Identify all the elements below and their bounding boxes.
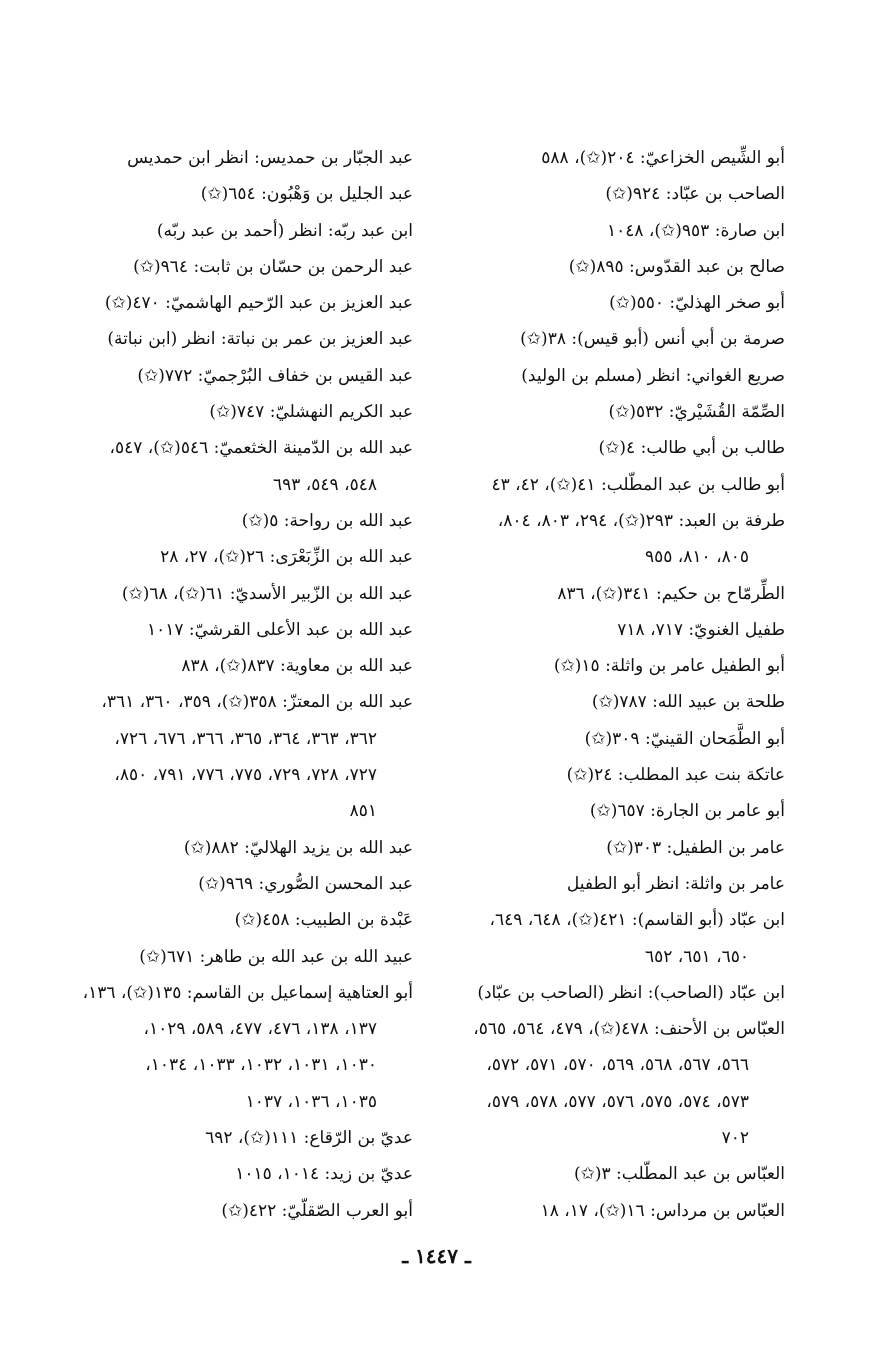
index-entry: عبد الله بن عبد الأعلى القرشيّ: ١٠١٧ <box>146 619 413 640</box>
index-entry: أبو العتاهية إسماعيل بن القاسم: ١٣٥(✩)، ١٣٦، <box>82 982 413 1003</box>
index-entry: عبد الله بن الزّبير الأسديّ: ٦١(✩)، ٦٨(✩) <box>121 583 413 604</box>
left-column <box>63 140 413 1229</box>
index-entry-continuation: ٦٥٠، ٦٥١، ٦٥٢ <box>645 946 749 967</box>
index-entry: أبو عامر بن الجارة: ٦٥٧(✩) <box>589 801 785 822</box>
index-entry-continuation: ١٠٣٠، ١٠٣١، ١٠٣٢، ١٠٣٣، ١٠٣٤، <box>145 1055 377 1076</box>
index-entry: أبو الطَّمَحان القينيّ: ٣٠٩(✩) <box>584 728 785 749</box>
index-entry: عبد العزيز بن عمر بن نباتة: انظر (ابن نباتة) <box>107 329 413 350</box>
index-entry: عَبْدة بن الطبيب: ٤٥٨(✩) <box>234 910 413 931</box>
index-entry: طفيل الغنويّ: ٧١٧، ٧١٨ <box>617 619 785 640</box>
index-entry: ابن صارة: ٩٥٣(✩)، ١٠٤٨ <box>606 220 785 241</box>
index-entry: العبّاس بن مرداس: ١٦(✩)، ١٧، ١٨ <box>540 1200 785 1221</box>
index-entry-continuation: ٥٧٣، ٥٧٤، ٥٧٥، ٥٧٦، ٥٧٧، ٥٧٨، ٥٧٩، <box>486 1091 749 1112</box>
index-entry: طلحة بن عبيد الله: ٧٨٧(✩) <box>591 692 785 713</box>
page-number: ـ ١٤٤٧ ـ <box>402 1244 471 1268</box>
index-entry: عبد الله بن المعتزّ: ٣٥٨(✩)، ٣٥٩، ٣٦٠، ٣٦١، <box>101 692 413 713</box>
index-entry: عبد الجبّار بن حمديس: انظر ابن حمديس <box>127 148 413 168</box>
index-entry-continuation: ٧٠٢ <box>721 1128 749 1149</box>
index-entry: عديّ بن الرّقاع: ١١١(✩)، ٦٩٢ <box>205 1128 413 1149</box>
index-entry: عبد الكريم النهشليّ: ٧٤٧(✩) <box>209 402 413 423</box>
index-entry: طالب بن أبي طالب: ٤(✩) <box>598 438 785 459</box>
index-entry: عبيد الله بن عبد الله بن طاهر: ٦٧١(✩) <box>139 946 413 967</box>
index-entry: العبّاس بن الأحنف: ٤٧٨(✩)، ٤٧٩، ٥٦٤، ٥٦٥، <box>473 1019 785 1040</box>
index-entry: صرمة بن أبي أنس (أبو قيس): ٣٨(✩) <box>520 329 785 350</box>
index-entry-continuation: ٣٦٢، ٣٦٣، ٣٦٤، ٣٦٥، ٣٦٦، ٦٧٦، ٧٢٦، <box>114 728 377 749</box>
index-entry: ابن عبّاد (الصاحب): انظر (الصاحب بن عبّاد) <box>477 982 785 1003</box>
index-entry-continuation: ٥٦٦، ٥٦٧، ٥٦٨، ٥٦٩، ٥٧٠، ٥٧١، ٥٧٢، <box>486 1055 749 1076</box>
index-entry: عبد الله بن رواحة: ٥(✩) <box>241 510 413 531</box>
index-entry: أبو الطفيل عامر بن واثلة: ١٥(✩) <box>553 656 785 677</box>
right-column <box>445 140 785 1229</box>
index-entry-continuation: ١٠٣٥، ١٠٣٦، ١٠٣٧ <box>245 1091 377 1112</box>
index-entry: عاتكة بنت عبد المطلب: ٢٤(✩) <box>566 765 785 786</box>
index-entry: أبو صخر الهذليّ: ٥٥٠(✩) <box>609 293 785 314</box>
index-entry: العبّاس بن عبد المطّلب: ٣(✩) <box>573 1164 785 1185</box>
index-entry: أبو الشِّيص الخزاعيّ: ٢٠٤(✩)، ٥٨٨ <box>541 148 785 168</box>
index-entry: عبد الله بن معاوية: ٨٣٧(✩)، ٨٣٨ <box>181 656 413 677</box>
index-entry: صالح بن عبد القدّوس: ٨٩٥(✩) <box>568 256 785 277</box>
index-entry-continuation: ٨٥١ <box>349 801 377 822</box>
index-entry: عامر بن الطفيل: ٣٠٣(✩) <box>606 837 785 858</box>
index-entry: عامر بن واثلة: انظر أبو الطفيل <box>566 873 785 894</box>
index-entry: الطِّرمّاح بن حكيم: ٣٤١(✩)، ٨٣٦ <box>557 583 785 604</box>
index-entry: طرفة بن العبد: ٢٩٣(✩)، ٢٩٤، ٨٠٣، ٨٠٤، <box>497 510 785 531</box>
index-entry: عبد الرحمن بن حسّان بن ثابت: ٩٦٤(✩) <box>133 256 413 277</box>
index-entry: أبو طالب بن عبد المطّلب: ٤١(✩)، ٤٢، ٤٣ <box>491 474 785 495</box>
index-entry-continuation: ٥٤٨، ٥٤٩، ٦٩٣ <box>273 474 377 495</box>
index-entry: عبد العزيز بن عبد الرّحيم الهاشميّ: ٤٧٠(✩) <box>104 293 413 314</box>
index-entry: عبد القيس بن خفاف البُرْجميّ: ٧٧٢(✩) <box>137 365 413 386</box>
index-entry: عبد الله بن يزيد الهلاليّ: ٨٨٢(✩) <box>183 837 413 858</box>
index-entry: عديّ بن زيد: ١٠١٤، ١٠١٥ <box>235 1164 413 1185</box>
index-entry: الصِّمّة القُشَيْريّ: ٥٣٢(✩) <box>608 402 785 423</box>
index-entry-continuation: ٧٢٧، ٧٢٨، ٧٢٩، ٧٧٥، ٧٧٦، ٧٩١، ٨٥٠، <box>114 765 377 786</box>
index-entry: ابن عبّاد (أبو القاسم): ٤٢١(✩)، ٦٤٨، ٦٤٩، <box>489 910 785 931</box>
index-entry: الصاحب بن عبّاد: ٩٢٤(✩) <box>605 184 785 205</box>
index-entry-continuation: ٨٠٥، ٨١٠، ٩٥٥ <box>645 547 749 568</box>
index-entry: عبد المحسن الصُّوري: ٩٦٩(✩) <box>198 873 413 894</box>
index-entry-continuation: ١٣٧، ١٣٨، ٤٧٦، ٤٧٧، ٥٨٩، ١٠٢٩، <box>143 1019 377 1040</box>
index-entry: أبو العرب الصّقلّيّ: ٤٢٢(✩) <box>221 1200 413 1221</box>
index-entry: عبد الجليل بن وَهْبُون: ٦٥٤(✩) <box>200 184 413 205</box>
index-entry: صريع الغواني: انظر (مسلم بن الوليد) <box>521 365 785 386</box>
index-entry: عبد الله بن الزِّبَعْرَى: ٢٦(✩)، ٢٧، ٢٨ <box>160 547 413 568</box>
index-entry: عبد الله بن الدّمينة الخثعميّ: ٥٤٦(✩)، ٥٤٧، <box>109 438 413 459</box>
index-entry: ابن عبد ربّه: انظر (أحمد بن عبد ربّه) <box>156 220 413 241</box>
